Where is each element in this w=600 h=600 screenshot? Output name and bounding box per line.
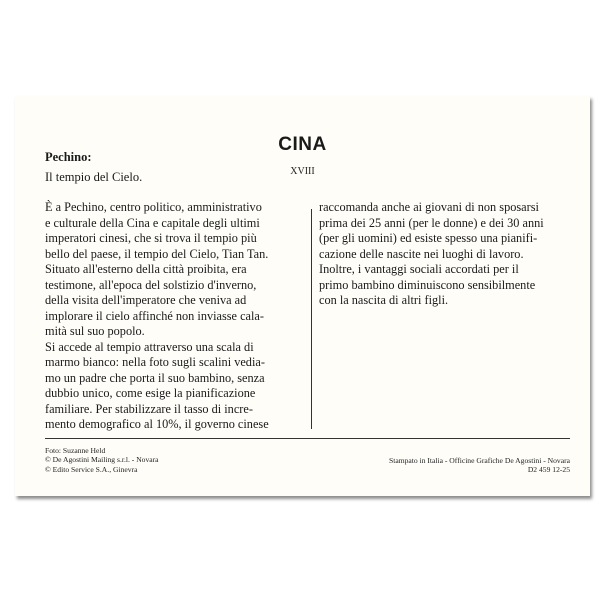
text-line: implorare il cielo affinché non inviasse cala-: [45, 308, 264, 323]
credit-line: Foto: Suzanne Held: [45, 446, 106, 455]
text-line: Si accede al tempio attraverso una scala di: [45, 339, 254, 354]
text-line: mento demografico al 10%, il governo cinese: [45, 417, 269, 431]
location-heading: Pechino:: [45, 150, 92, 164]
text-line: bello del paese, il tempio del Cielo, Tian Tan.: [45, 246, 269, 261]
column-divider: [311, 209, 312, 429]
text-line: Inoltre, i vantaggi sociali accordati per il: [319, 262, 519, 276]
postcard-back: [15, 96, 590, 496]
text-line: (per gli uomini) ed esiste spesso una pianifi-: [319, 231, 538, 245]
right-text-column: [319, 200, 574, 309]
text-line: prima dei 25 anni (per le donne) e dei 30 anni: [319, 215, 544, 230]
credit-line: Stampato in Italia - Officine Grafiche De Agostini - Novara: [389, 456, 570, 465]
credit-line: © Edito Service S.A., Ginevra: [45, 464, 138, 474]
photo-credits: [45, 446, 159, 474]
text-line: della visita dell'imperatore che veniva ad: [45, 293, 247, 307]
text-line: testimone, all'epoca del solstizio d'inverno,: [45, 277, 257, 292]
text-line: imperatori cinesi, che si trova il tempio più: [45, 231, 257, 245]
text-line: marmo bianco: nella foto sugli scalini vedia-: [45, 355, 265, 369]
text-line: mità sul suo popolo.: [45, 324, 145, 338]
left-text-column: [45, 200, 310, 433]
card-title: CINA: [278, 134, 327, 155]
text-line: e culturale della Cina e capitale degli ultimi: [45, 215, 260, 230]
text-line: È a Pechino, centro politico, amministrativo: [45, 200, 262, 214]
text-line: dubbio unico, come esige la pianificazione: [45, 386, 256, 400]
text-line: primo bambino diminuiscono sensibilmente: [319, 277, 536, 292]
location-subtitle: Il tempio del Cielo.: [45, 170, 143, 184]
text-line: familiare. Per stabilizzare il tasso di incre-: [45, 401, 253, 416]
text-line: Situato all'esterno della città proibita, era: [45, 262, 247, 276]
text-line: cazione delle nascite nei luoghi di lavoro.: [319, 246, 524, 261]
text-line: raccomanda anche ai giovani di non sposarsi: [319, 200, 539, 214]
card-numeral: XVIII: [290, 166, 315, 177]
footer-divider: [45, 438, 570, 439]
text-line: mo un padre che porta il suo bambino, senza: [45, 370, 265, 385]
product-code: D2 459 12-25: [527, 465, 570, 475]
text-line: con la nascita di altri figli.: [319, 293, 449, 307]
credit-line: © De Agostini Mailing s.r.l. - Novara: [45, 455, 159, 465]
printer-credits: [389, 456, 570, 475]
